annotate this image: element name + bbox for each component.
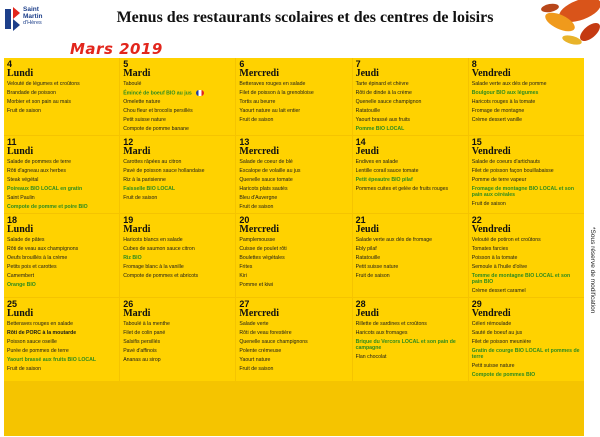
dish-item: Crème dessert caramel — [471, 288, 526, 295]
menu-grid — [4, 58, 584, 436]
dish-item: Tortis au beurre — [239, 99, 276, 105]
dish-item: Kiri — [239, 273, 247, 280]
french-flag-icon — [196, 90, 204, 96]
dish-item: Filet de poisson meunière — [471, 339, 532, 346]
dish-item: Salsifis persillés — [123, 339, 161, 346]
dish-item: Fruit de saison — [7, 108, 42, 114]
dish-item: Crème dessert vanille — [471, 117, 522, 123]
day-name: Mardi — [123, 224, 151, 236]
day-name: Lundi — [7, 146, 34, 158]
dish-item: Pavé de poisson sauce hollandaise — [123, 168, 205, 175]
dish-item: Sauté de boeuf au jus — [471, 330, 523, 337]
menu-day-cell — [120, 298, 235, 381]
dish-item: Fruit de saison — [239, 117, 274, 123]
day-name: Lundi — [7, 224, 34, 236]
dish-item: Salade de pâtes — [7, 237, 45, 244]
dish-item: Fromage de montagne — [471, 108, 525, 114]
dish-item: Haricots plats sautés — [239, 186, 288, 193]
dish-item: Camembert — [7, 273, 35, 280]
dish-item: Petit suisse nature — [355, 264, 399, 271]
day-number: 7 — [355, 59, 361, 69]
dish-item: Pomme et kiwi — [239, 282, 274, 289]
day-number: 14 — [355, 137, 366, 148]
day-number: 11 — [7, 137, 17, 148]
autumn-leaves-icon — [520, 0, 600, 55]
dish-item: Compote de pommes BIO — [471, 372, 536, 379]
menu-day-cell — [120, 136, 235, 213]
dish-item: Polente crémeuse — [239, 348, 282, 355]
dish-item: Pamplemousse — [239, 237, 276, 244]
dish-item: Quenelle sauce champignon — [355, 99, 422, 105]
dish-item: Endives en salade — [355, 159, 398, 166]
dish-item: Salade de pommes de terre — [7, 159, 72, 166]
menu-day-cell — [469, 136, 584, 213]
day-name: Mardi — [123, 308, 151, 320]
menu-day-cell — [353, 214, 468, 297]
modification-note: *Sous réserve de modification — [589, 226, 596, 314]
menu-day-cell — [4, 214, 119, 297]
menu-day-cell — [4, 58, 119, 135]
dish-item: Oeufs brouillés à la crème — [7, 255, 68, 262]
menu-day-cell — [469, 58, 584, 135]
dish-item: Fruit de saison — [239, 204, 274, 211]
dish-item: Purée de pommes de terre — [7, 348, 69, 355]
day-name: Jeudi — [355, 224, 379, 236]
dish-item: Ananas au sirop — [123, 357, 161, 364]
dish-item: Haricots rouges à la tomate — [471, 99, 536, 105]
dish-item: Riz BIO — [123, 255, 142, 262]
day-name: Mercredi — [239, 68, 279, 79]
city-emblem-icon — [3, 5, 23, 33]
dish-item: Poisson à la tomate — [471, 255, 518, 262]
dish-item: Yaourt nature au lait entier — [239, 108, 301, 114]
dish-item: Filet de poisson à la grenobloise — [239, 90, 314, 96]
dish-item: Petit suisse nature — [471, 363, 515, 370]
dish-item: Tarte épinard et chèvre — [355, 81, 409, 87]
dish-item: Ebly pilaf — [355, 246, 377, 253]
dish-item: Poireaux BIO LOCAL en gratin — [7, 186, 83, 193]
day-name: Mardi — [123, 68, 151, 79]
dish-item: Fruit de saison — [7, 366, 42, 373]
dish-item: Fruit de saison — [239, 366, 274, 373]
day-name: Vendredi — [471, 308, 511, 320]
dish-item: Rôti de PORC à la moutarde — [7, 330, 77, 337]
dish-item: Chou fleur et brocolis persillés — [123, 108, 193, 115]
day-name: Jeudi — [355, 68, 379, 79]
menu-day-cell — [353, 136, 468, 213]
dish-item: Brandade de poisson — [7, 90, 57, 96]
day-number: 6 — [239, 59, 245, 69]
dish-item: Escalope de volaille au jus — [239, 168, 301, 175]
dish-item: Cubes de saumon sauce citron — [123, 246, 195, 253]
day-name: Mercredi — [239, 308, 279, 320]
dish-item: Morbier et son pain au mais — [7, 99, 72, 105]
day-number: 20 — [239, 215, 250, 226]
page-title: Menus des restaurants scolaires et des centres de loisirs — [116, 9, 494, 26]
dish-item: Salade verte aux dés de fromage — [355, 237, 433, 244]
dish-item: Flan chocolat — [355, 354, 387, 361]
dish-item: Émincé de boeuf BIO au jus — [123, 90, 232, 96]
dish-item: Pomme BIO LOCAL — [355, 126, 405, 132]
dish-item: Brique du Vercors LOCAL et son pain de campagne — [355, 339, 456, 352]
dish-item: Yaourt brassé aux fruits — [355, 117, 410, 123]
dish-item: Taboulé — [123, 81, 142, 87]
dish-item: Compote de pomme et poire BIO — [7, 204, 88, 211]
day-number: 12 — [123, 137, 134, 148]
dish-item: Gratin de courge BIO LOCAL et pommes de terre — [471, 348, 580, 361]
dish-item: Tomates farcies — [471, 246, 509, 253]
day-number: 26 — [123, 299, 134, 310]
dish-item: Fruit de saison — [471, 201, 506, 208]
dish-item: Betteraves rouges en salade — [239, 81, 306, 87]
dish-item: Fruit de saison — [355, 273, 390, 280]
dish-item: Ratatouille — [355, 255, 381, 262]
dish-item: Rôti de veau aux champignons — [7, 246, 79, 253]
menu-day-cell — [120, 214, 235, 297]
dish-item: Petit suisse nature — [123, 117, 166, 124]
day-number: 29 — [471, 299, 482, 310]
dish-item: Rôti d'agneau aux herbes — [7, 168, 66, 175]
menu-day-cell — [236, 298, 351, 381]
day-number: 27 — [239, 299, 250, 310]
dish-item: Orange BIO — [7, 282, 36, 289]
day-number: 15 — [471, 137, 482, 148]
dish-item: Céleri rémoulade — [471, 321, 512, 328]
day-number: 13 — [239, 137, 250, 148]
dish-item: Quenelle sauce tomate — [239, 177, 293, 184]
dish-item: Bleu d'Auvergne — [239, 195, 278, 202]
dish-item: Lentille corail sauce tomate — [355, 168, 419, 175]
dish-item: Boulgour BIO aux légumes — [471, 90, 539, 96]
dish-item: Fromage blanc à la vanille — [123, 264, 184, 271]
menu-day-cell — [120, 58, 235, 135]
menu-day-cell — [4, 298, 119, 381]
dish-item: Petits pois et carottes — [7, 264, 57, 271]
menu-day-cell — [236, 136, 351, 213]
day-number: 19 — [123, 215, 134, 226]
dish-item: Poisson sauce oseille — [7, 339, 57, 346]
dish-item: Compote de pommes et abricots — [123, 273, 199, 280]
month-label: Mars 2019 — [70, 40, 163, 58]
dish-item: Salade de coeurs d'artichauts — [471, 159, 540, 166]
dish-item: Yaourt brassé aux fruits BIO LOCAL — [7, 357, 97, 364]
day-name: Mercredi — [239, 146, 279, 158]
day-number: 18 — [7, 215, 18, 226]
day-name: Vendredi — [471, 68, 511, 79]
day-number: 25 — [7, 299, 18, 310]
day-name: Vendredi — [471, 146, 511, 158]
dish-item: Velouté de potiron et croûtons — [471, 237, 541, 244]
day-name: Jeudi — [355, 146, 379, 158]
dish-item: Rôti de veau forestière — [239, 330, 292, 337]
day-number: 4 — [7, 59, 13, 69]
dish-item: Saint Paulin — [7, 195, 35, 202]
dish-item: Salade verte aux dés de pomme — [471, 81, 547, 87]
day-number: 8 — [471, 59, 477, 69]
day-number: 28 — [355, 299, 366, 310]
dish-item: Frites — [239, 264, 253, 271]
dish-item: Pavé d'affinois — [123, 348, 157, 355]
dish-item: Omelette nature — [123, 99, 161, 106]
menu-day-cell — [469, 214, 584, 297]
dish-item: Tomme de montagne BIO LOCAL et son pain BIO — [471, 273, 571, 286]
dish-item: Boulettes végétales — [239, 255, 285, 262]
dish-item: Rillette de sardines et croûtons — [355, 321, 427, 328]
dish-item: Riz à la parisienne — [123, 177, 166, 184]
menu-day-cell — [469, 298, 584, 381]
dish-item: Steak végétal — [7, 177, 39, 184]
dish-item: Filet de colin pané — [123, 330, 166, 337]
dish-item: Haricots aux fromages — [355, 330, 408, 337]
logo-text: Saint Martin d'Hères — [23, 6, 43, 26]
dish-item: Rôti de dinde à la crème — [355, 90, 412, 96]
dish-item: Ratatouille — [355, 108, 381, 114]
menu-day-cell — [353, 58, 468, 135]
dish-item: Velouté de légumes et croûtons — [7, 81, 80, 87]
dish-item: Fruit de saison — [123, 195, 158, 202]
day-name: Jeudi — [355, 308, 379, 320]
menu-day-cell — [4, 136, 119, 213]
dish-item: Cuisse de poulet rôti — [239, 246, 287, 253]
dish-item: Pomme de terre vapeur — [471, 177, 527, 184]
day-name: Mardi — [123, 146, 151, 158]
menu-day-cell — [353, 298, 468, 381]
day-name: Mercredi — [239, 224, 279, 236]
day-number: 22 — [471, 215, 482, 226]
day-name: Lundi — [7, 68, 34, 79]
dish-item: Filet de poisson façon bouillabaisse — [471, 168, 554, 175]
dish-item: Semoule à l'huile d'olive — [471, 264, 528, 271]
menu-day-cell — [236, 58, 351, 135]
dish-item: Taboulé à la menthe — [123, 321, 170, 328]
day-name: Vendredi — [471, 224, 511, 236]
dish-item: Carottes râpées au citron — [123, 159, 182, 166]
dish-item: Haricots blancs en salade — [123, 237, 183, 244]
dish-item: Salade verte — [239, 321, 269, 328]
dish-item: Salade de coeur de blé — [239, 159, 293, 166]
day-name: Lundi — [7, 308, 34, 320]
dish-item: Compote de pomme banane — [123, 126, 189, 133]
dish-item: Pommes cuites et gelée de fruits rouges — [355, 186, 449, 193]
day-number: 5 — [123, 59, 129, 69]
day-number: 21 — [355, 215, 366, 226]
city-logo — [3, 3, 65, 39]
dish-item: Faisselle BIO LOCAL — [123, 186, 176, 193]
dish-item: Petit épeautre BIO pilaf — [355, 177, 413, 184]
menu-day-cell — [236, 214, 351, 297]
dish-item: Quenelle sauce champignons — [239, 339, 308, 346]
dish-item: Yaourt nature — [239, 357, 271, 364]
dish-item: Fromage de montagne BIO LOCAL et son pain aux céréales — [471, 186, 575, 199]
dish-item: Betteraves rouges en salade — [7, 321, 74, 328]
